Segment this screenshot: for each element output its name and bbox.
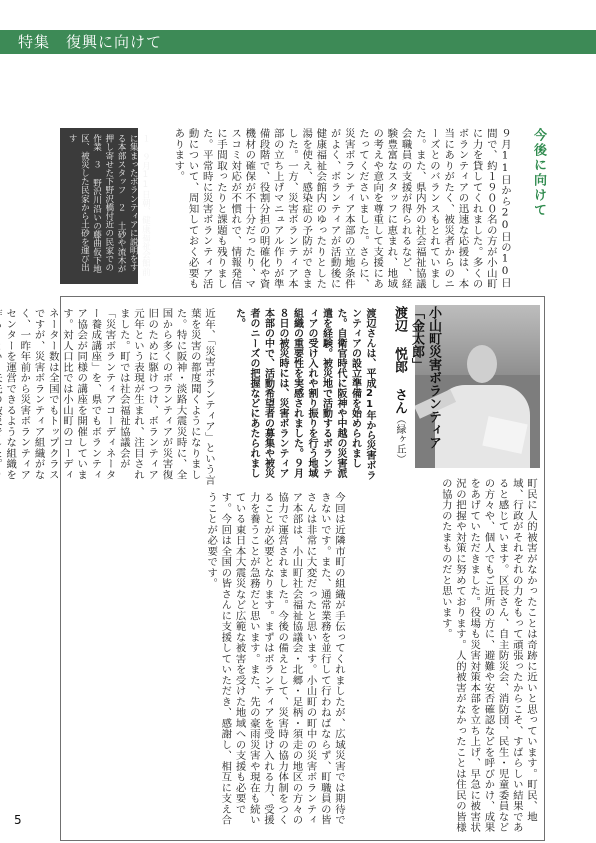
- section-label: 特集: [18, 33, 51, 51]
- page-number: 5: [14, 813, 22, 827]
- section-header-title: [18, 32, 162, 52]
- interview-text-2: 町民に人的被害がなかったことは奇跡に近いと思っています。町民、地域、行政がそれぞれの力をもって頑張ったからこそ、すばらしい結果であると感じています。区長さん、自主防災会、消防団、民生・児童委員などの方々や、個人でもご近所の方に、避難や安否確認などを呼びかけ、成果をあげていただきました。役場も災害対策本部を立ち上げ、早急に被害状況の把握や対策に努めております。人的被害がなかったことは住民の皆様の協力のたまものだと思います。: [439, 478, 537, 833]
- profile-area: （緑ヶ丘）: [394, 414, 405, 464]
- profile-heading: [391, 306, 442, 474]
- article-body-top: ９月11日から20日の10日間で、約１９００名の方が小山町に力を貸してくれました。多くのボランティアの迅速な応援は、本当にありがたく、被災者からのニーズとのバランスもとれていました。また、県内外の社会福祉協議会職員の支援が得られるなど、経験豊富なスタッフに恵まれ、地域の考えや意向を尊重して支援にあたってくださいました。さらに、災害ボランティア本部の立地条件がよく、ボランティアが活動後に健康福祉会館内のゆったりとした湯を使え、感染症の予防ができました。一方、災害ボランティア本部の立ち上げマニュアル作りが準備段階で、役割分担の明確化や資機材の確保が不十分だったり、マスコミ対応が不慣れで、情報発信に手間取ったりと課題も残りました。平常時に災害ボランティア活動について、周知しておく必要もあります。: [172, 128, 511, 290]
- interview-text-1: 近年、「災害ボランティア」という言葉を災害の都度聞くようになりました。特に阪神・淡路大震災時に、全国から多くのボランティアが災害復旧のために駆けつけ、ボランティア元年という表現が生まれ、注目されました。町では社会福祉協議会が「災害ボランティアコーディネーター養成講座」を、県でもボランティア協会が同様の講座を開催しています。対人口比では小山町のコーディネーター数は全国でもトップクラスですが、災害ボランティア組織がなく、一昨年前から災害ボランティアセンターを運営できるような組織を: [4, 308, 215, 486]
- profile-org: 小山町災害ボランティア「金太郎」: [409, 306, 441, 449]
- profile-name: 渡辺 悦郎 さん: [392, 306, 407, 414]
- interview-text-3: 今回は近隣市町の組織が手伝ってくれましたが、広域災害では期待できないです。また、通常業務を並行して行わねばならず、町職員の皆さんは非常に大変だったと思います。小山町の町中の災害ボランティア本部は、小山町社会福祉協議会・北郷・足柄・須走の地区の方々の協力で運営されました。今後の備えとして、災害時の協力体制をつくることが必要となります。まずはボランティアを受け入れる力、受援力を養うことが急務だと思います。また、先の豪雨災害や現在も続いている東日本大震災など広範な被害を受けた地域への支援も必要です。今回は全国の皆さんに支援していただき、感謝し、相互に支え合うことが必要です。: [205, 492, 345, 826]
- article-heading: 今後に向けて: [531, 128, 546, 218]
- photo-caption: １ ９月11日朝、健康福祉会館前に集まったボランティアに説明をする本部スタッフ ２ 土砂や流木が押し寄せた下野沢橋付近の民家での作業 ３ 野沢川沿いの藤曲仮下地区、被災した民家から土砂を運び出す: [67, 134, 151, 276]
- section-title: 復興に向けて: [66, 33, 163, 51]
- profile-intro: 渡辺さんは、平成21年から災害ボランティアの設立準備を始められました。自衛官時代に阪神や中越の災害派遣を経験。被災地で活動するボランティアの受け入れや割り振りを行う地域組織の重要性を実感されました。９月８日の被災時には、災害ボランティア本部の中で、活動希望者の募集や被災者のニーズの把握などにあたられました。: [233, 308, 375, 480]
